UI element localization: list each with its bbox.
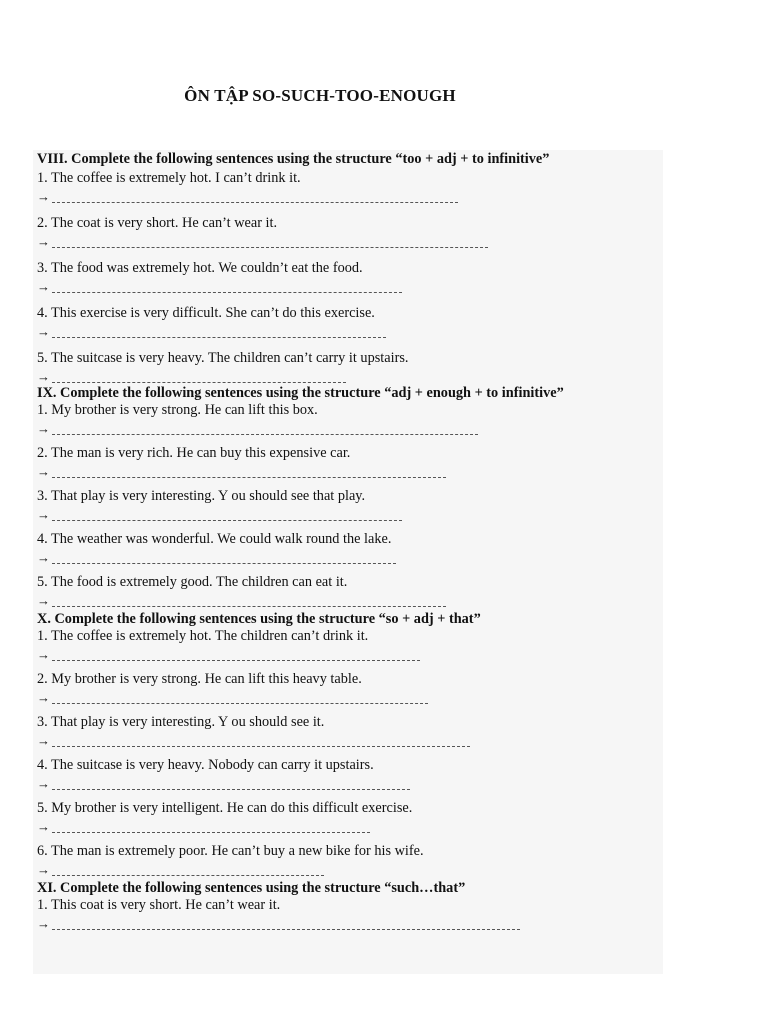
arrow-icon: → (37, 593, 50, 608)
arrow-icon: → (37, 690, 50, 705)
answer-blank[interactable] (52, 520, 402, 521)
arrow-icon: → (37, 550, 50, 565)
arrow-icon: → (37, 647, 50, 662)
exercise-item (37, 898, 667, 931)
section-heading: X. Complete the following sentences using the structure “so + adj + that” (37, 611, 481, 627)
section-heading: XI. Complete the following sentences using the structure “such…that” (37, 880, 466, 896)
exercise-item (37, 672, 667, 705)
question-text: 3. The food was extremely hot. We couldn’t eat the food. (37, 260, 363, 276)
answer-blank[interactable] (52, 832, 370, 833)
exercise-item (37, 758, 667, 791)
arrow-icon: → (37, 819, 50, 834)
exercise-item (37, 629, 667, 662)
exercise-item (37, 844, 667, 877)
question-text: 1. The coffee is extremely hot. The children can’t drink it. (37, 628, 369, 644)
answer-blank[interactable] (52, 789, 410, 790)
arrow-icon: → (37, 279, 50, 294)
question-text: 5. The food is extremely good. The children can eat it. (37, 574, 348, 590)
question-text: 2. My brother is very strong. He can lift this heavy table. (37, 671, 362, 687)
section-viii (37, 152, 667, 384)
answer-blank[interactable] (52, 382, 346, 383)
answer-blank[interactable] (52, 703, 428, 704)
answer-blank[interactable] (52, 606, 446, 607)
question-text: 2. The coat is very short. He can’t wear it. (37, 215, 278, 231)
exercise-content (37, 152, 667, 943)
question-text: 3. That play is very interesting. Y ou should see it. (37, 714, 325, 730)
section-heading: IX. Complete the following sentences using the structure “adj + enough + to infinitive” (37, 385, 564, 401)
answer-blank[interactable] (52, 875, 324, 876)
exercise-item (37, 171, 667, 204)
answer-blank[interactable] (52, 247, 488, 248)
arrow-icon: → (37, 421, 50, 436)
answer-blank[interactable] (52, 929, 520, 930)
exercise-item (37, 403, 667, 436)
answer-blank[interactable] (52, 292, 402, 293)
exercise-item (37, 306, 667, 339)
arrow-icon: → (37, 189, 50, 204)
arrow-icon: → (37, 464, 50, 479)
question-text: 6. The man is extremely poor. He can’t buy a new bike for his wife. (37, 843, 424, 859)
answer-blank[interactable] (52, 434, 478, 435)
answer-blank[interactable] (52, 746, 470, 747)
question-text: 1. This coat is very short. He can’t wear it. (37, 897, 281, 913)
exercise-item (37, 446, 667, 479)
question-text: 1. The coffee is extremely hot. I can’t drink it. (37, 170, 301, 186)
arrow-icon: → (37, 776, 50, 791)
exercise-item (37, 216, 667, 249)
arrow-icon: → (37, 733, 50, 748)
arrow-icon: → (37, 324, 50, 339)
arrow-icon: → (37, 862, 50, 877)
answer-blank[interactable] (52, 477, 446, 478)
arrow-icon: → (37, 916, 50, 931)
exercise-item (37, 261, 667, 294)
exercise-item (37, 489, 667, 522)
question-text: 4. This exercise is very difficult. She can’t do this exercise. (37, 305, 375, 321)
answer-blank[interactable] (52, 660, 420, 661)
question-text: 5. The suitcase is very heavy. The children can’t carry it upstairs. (37, 350, 409, 366)
arrow-icon: → (37, 369, 50, 384)
page-title: ÔN TẬP SO-SUCH-TOO-ENOUGH (184, 86, 456, 105)
answer-blank[interactable] (52, 337, 386, 338)
question-text: 4. The weather was wonderful. We could walk round the lake. (37, 531, 392, 547)
exercise-item (37, 351, 667, 384)
exercise-item (37, 575, 667, 608)
arrow-icon: → (37, 234, 50, 249)
section-heading: VIII. Complete the following sentences using the structure “too + adj + to infinitive” (37, 151, 550, 167)
section-xi (37, 881, 667, 931)
question-text: 2. The man is very rich. He can buy this expensive car. (37, 445, 351, 461)
question-text: 4. The suitcase is very heavy. Nobody can carry it upstairs. (37, 757, 374, 773)
arrow-icon: → (37, 507, 50, 522)
exercise-item (37, 801, 667, 834)
exercise-item (37, 715, 667, 748)
section-x (37, 612, 667, 877)
question-text: 3. That play is very interesting. Y ou should see that play. (37, 488, 366, 504)
section-ix (37, 386, 667, 608)
answer-blank[interactable] (52, 202, 458, 203)
answer-blank[interactable] (52, 563, 396, 564)
question-text: 5. My brother is very intelligent. He can do this difficult exercise. (37, 800, 413, 816)
exercise-item (37, 532, 667, 565)
question-text: 1. My brother is very strong. He can lift this box. (37, 402, 318, 418)
